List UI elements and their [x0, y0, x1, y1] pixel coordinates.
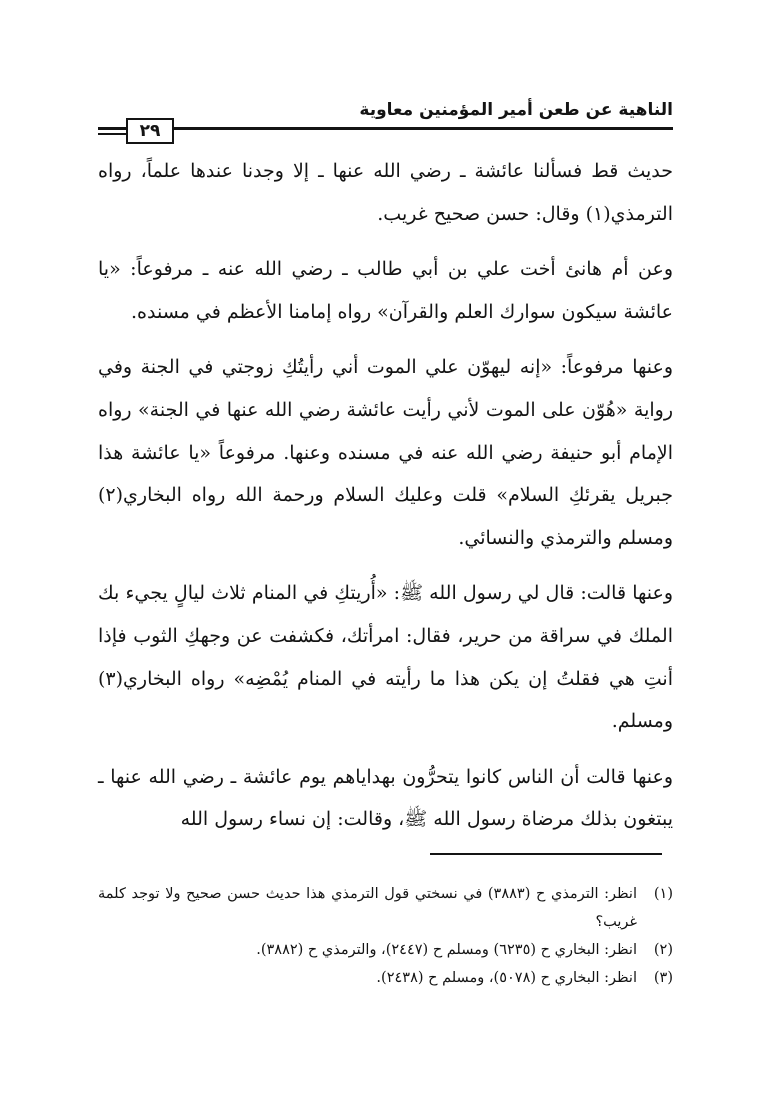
running-title: الناهية عن طعن أمير المؤمنين معاوية	[359, 100, 673, 120]
footnote-number: (٣)	[653, 970, 673, 986]
paragraph: وعنها قالت: قال لي رسول الله ﷺ: «أُريتكِ في المنام ثلاث ليالٍ يجيء بك الملك في سراقة من حرير، فقال: امرأتك، فكشفت عن وجهكِ الثوب فإذا أنتِ هي فقلتُ إن يكن هذا ما رأيته في المنام يُمْضِه» رواه البخاري(٣) ومسلم.	[98, 582, 673, 733]
footnote-item	[98, 880, 673, 936]
header-rule-accent	[98, 133, 126, 135]
paragraph: وعن أم هانئ أخت علي بن أبي طالب ـ رضي الله عنه ـ مرفوعاً: «يا عائشة سيكون سوارك العلم والقرآن» رواه إمامنا الأعظم في مسنده.	[98, 258, 673, 323]
footnote-text: انظر: الترمذي ح (٣٨٨٣) في نسختي قول الترمذي هذا حديث حسن صحيح ولا توجد كلمة غريب؟	[98, 886, 637, 930]
footnotes	[98, 880, 673, 992]
paragraph: وعنها قالت أن الناس كانوا يتحرُّون بهداياهم يوم عائشة ـ رضي الله عنها ـ يبتغون بذلك مرضاة رسول الله ﷺ، وقالت: إن نساء رسول الله	[98, 765, 673, 831]
page-number: ٢٩	[126, 118, 174, 144]
footnote-text: انظر: البخاري ح (٦٢٣٥) ومسلم ح (٢٤٤٧)، والترمذي ح (٣٨٨٢).	[256, 942, 637, 958]
footnote-number: (٢)	[653, 942, 673, 958]
paragraph: وعنها مرفوعاً: «إنه ليهوّن علي الموت أني رأيتُكِ زوجتي في الجنة وفي رواية «هُوّن على الموت لأني رأيت عائشة رضي الله عنها في الجنة» رواه الإمام أبو حنيفة رضي الله عنه في مسنده وعنها. مرفوعاً «يا عائشة هذا جبريل يقرئكِ السلام» قلت وعليك السلام ورحمة الله رواه البخاري(٢) ومسلم والترمذي والنسائي.	[98, 356, 673, 549]
paragraph: حديث قط فسألنا عائشة ـ رضي الله عنها ـ إلا وجدنا عندها علماً، رواه الترمذي(١) وقال: حسن صحيح غريب.	[98, 160, 673, 225]
footnote-number: (١)	[653, 886, 673, 902]
footnote-text: انظر: البخاري ح (٥٠٧٨)، ومسلم ح (٢٤٣٨).	[376, 970, 637, 986]
footnote-item	[98, 964, 673, 992]
footnote-separator	[430, 853, 662, 855]
footnote-item	[98, 936, 673, 964]
header-rule	[98, 127, 673, 130]
body-text	[98, 150, 673, 841]
